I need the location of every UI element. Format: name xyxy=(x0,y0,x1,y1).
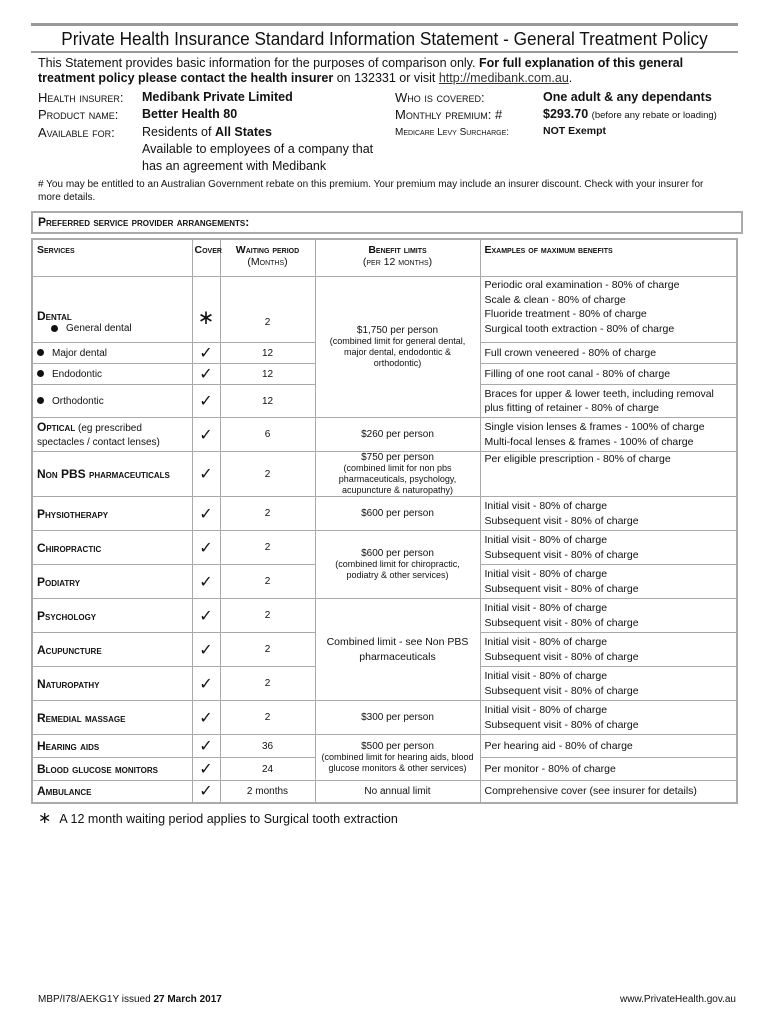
example-line: Initial visit - 80% of charge xyxy=(484,704,608,716)
example-line: Initial visit - 80% of charge xyxy=(484,568,608,580)
table-row xyxy=(32,701,737,735)
header-benefit-sub: (per 12 months) xyxy=(362,256,433,268)
podiatry-wait: 2 xyxy=(220,565,315,599)
levy-value: NOT Exempt xyxy=(543,125,607,137)
endodontic-label: Endodontic xyxy=(52,368,103,380)
footer-code: MBP/I78/AEKG1Y issued xyxy=(38,994,154,1005)
product-label: Product name: xyxy=(38,107,119,122)
example-line: Subsequent visit - 80% of charge xyxy=(484,684,639,697)
available-line2: Available to employees of a company that xyxy=(142,142,374,156)
optical-label-line2: spectacles / contact lenses) xyxy=(37,436,160,448)
check-icon: ✓ xyxy=(192,531,220,565)
medibank-link[interactable]: http://medibank.com.au xyxy=(438,71,569,85)
major-dental-example: Full crown veneered - 80% of charge xyxy=(480,343,737,364)
blood-glucose-example: Per monitor - 80% of charge xyxy=(480,758,737,781)
product-value: Better Health 80 xyxy=(142,107,238,121)
general-dental-label: General dental xyxy=(66,323,132,334)
check-icon: ✓ xyxy=(192,758,220,781)
example-line: Subsequent visit - 80% of charge xyxy=(484,514,639,527)
example-line: Initial visit - 80% of charge xyxy=(484,500,608,512)
check-icon: ✓ xyxy=(192,418,220,452)
orthodontic-examples xyxy=(480,385,737,418)
star-icon: ∗ xyxy=(192,277,220,343)
check-icon: ✓ xyxy=(192,452,220,497)
check-icon: ✓ xyxy=(192,701,220,735)
remedial-massage-wait: 2 xyxy=(220,701,315,735)
page-title: Private Health Insurance Standard Information Statement - General Treatment Policy xyxy=(61,28,708,49)
physiotherapy-benefit: $600 per person xyxy=(315,497,480,531)
hearing-aids-example: Per hearing aid - 80% of charge xyxy=(480,735,737,758)
check-icon: ✓ xyxy=(192,781,220,803)
non-pbs-wait: 2 xyxy=(220,452,315,497)
example-line: Fluoride treatment - 80% of charge xyxy=(484,308,647,320)
example-line: Initial visit - 80% of charge xyxy=(484,534,608,546)
intro-bold: For full explanation of this general treatment policy please contact the health insurer xyxy=(38,56,684,85)
intro-text-3: . xyxy=(568,71,573,85)
covered-label: Who is covered: xyxy=(395,90,485,105)
remedial-massage-label: Remedial massage xyxy=(32,701,192,735)
chiro-podiatry-note: (combined limit for chiropractic, podiatry & other services) xyxy=(335,559,460,580)
example-line: Initial visit - 80% of charge xyxy=(484,636,608,648)
bullet-icon xyxy=(37,397,44,404)
podiatry-label: Podiatry xyxy=(32,565,192,599)
general-dental-wait: 2 xyxy=(220,277,315,343)
title-rule xyxy=(31,51,738,53)
hearing-aids-wait: 36 xyxy=(220,735,315,758)
acupuncture-examples xyxy=(480,633,737,667)
acupuncture-label: Acupuncture xyxy=(32,633,192,667)
check-icon: ✓ xyxy=(192,385,220,418)
footer-website[interactable]: www.PrivateHealth.gov.au xyxy=(620,994,736,1005)
table-row xyxy=(32,735,737,758)
optical-cell xyxy=(32,418,192,452)
ambulance-label: Ambulance xyxy=(32,781,192,803)
non-pbs-label: Non PBS pharmaceuticals xyxy=(32,452,192,497)
header-waiting-sub: (Months) xyxy=(247,256,288,268)
insurer-value: Medibank Private Limited xyxy=(142,90,293,104)
premium-value xyxy=(543,106,717,124)
major-dental-label: Major dental xyxy=(52,347,108,359)
chiropractic-label: Chiropractic xyxy=(32,531,192,565)
example-line: Single vision lenses & frames - 100% of charge xyxy=(484,421,705,433)
ambulance-wait: 2 months xyxy=(220,781,315,803)
header-cover: Cover xyxy=(192,239,220,277)
preferred-provider-heading: Preferred service provider arrangements: xyxy=(31,211,743,234)
header-benefit-label: Benefit limits xyxy=(368,244,427,256)
dental-benefit-note: (combined limit for general dental, major dental, endodontic & orthodontic) xyxy=(329,336,466,368)
non-pbs-benefit xyxy=(315,452,480,497)
remedial-massage-benefit: $300 per person xyxy=(315,701,480,735)
insurer-label: Health insurer: xyxy=(38,90,124,105)
table-row xyxy=(32,452,737,497)
endodontic-example: Filling of one root canal - 80% of charge xyxy=(480,364,737,385)
example-line: Braces for upper & lower teeth, including removal xyxy=(484,387,714,400)
footer-reference xyxy=(38,994,222,1005)
table-row xyxy=(32,781,737,803)
optical-label: Optical xyxy=(37,419,76,434)
example-line: Surgical tooth extraction - 80% of charge xyxy=(484,322,675,335)
example-line: Subsequent visit - 80% of charge xyxy=(484,650,639,663)
levy-label: Medicare Levy Surcharge: xyxy=(395,127,510,138)
optical-examples xyxy=(480,418,737,452)
check-icon: ✓ xyxy=(192,497,220,531)
footnote xyxy=(38,808,398,828)
star-icon: ∗ xyxy=(38,810,52,827)
covered-value: One adult & any dependants xyxy=(543,90,712,104)
example-line: Initial visit - 80% of charge xyxy=(484,670,608,682)
rebate-note: # You may be entitled to an Australian Government rebate on this premium. Your premium may include an insurer discount. Check with your insurer for more details. xyxy=(38,179,704,203)
available-bold: All States xyxy=(214,125,272,139)
table-row xyxy=(32,531,737,565)
premium-note: (before any rebate or loading) xyxy=(591,110,717,121)
general-dental-examples xyxy=(480,277,737,343)
example-line: Subsequent visit - 80% of charge xyxy=(484,548,639,561)
psychology-examples xyxy=(480,599,737,633)
example-line: Periodic oral examination - 80% of charge xyxy=(484,279,680,291)
example-line: Scale & clean - 80% of charge xyxy=(484,293,626,306)
non-pbs-benefit-note: (combined limit for non pbs pharmaceuticals, psychology, acupuncture & naturopathy) xyxy=(338,463,457,495)
top-rule xyxy=(31,23,738,26)
check-icon: ✓ xyxy=(192,565,220,599)
chiropractic-wait: 2 xyxy=(220,531,315,565)
physiotherapy-examples xyxy=(480,497,737,531)
optical-label-rest: (eg prescribed xyxy=(75,422,142,434)
podiatry-examples xyxy=(480,565,737,599)
table-row xyxy=(32,277,737,343)
available-pre: Residents of xyxy=(142,125,215,139)
physiotherapy-wait: 2 xyxy=(220,497,315,531)
check-icon: ✓ xyxy=(192,343,220,364)
optical-wait: 6 xyxy=(220,418,315,452)
psychology-label: Psychology xyxy=(32,599,192,633)
chiropractic-examples xyxy=(480,531,737,565)
non-pbs-example: Per eligible prescription - 80% of charge xyxy=(480,452,737,497)
check-icon: ✓ xyxy=(192,599,220,633)
example-line: Multi-focal lenses & frames - 100% of charge xyxy=(484,435,694,448)
table-row xyxy=(32,497,737,531)
intro-text-2: on 132331 or visit xyxy=(333,71,439,85)
available-label: Available for: xyxy=(38,125,115,140)
check-icon: ✓ xyxy=(192,364,220,385)
dental-benefit xyxy=(315,277,480,418)
blood-glucose-label: Blood glucose monitors xyxy=(32,758,192,781)
ambulance-example: Comprehensive cover (see insurer for details) xyxy=(480,781,737,803)
physiotherapy-label: Physiotherapy xyxy=(32,497,192,531)
header-waiting-label: Waiting period xyxy=(235,244,300,256)
endodontic-wait: 12 xyxy=(220,364,315,385)
hearing-glucose-amount: $500 per person xyxy=(361,741,434,752)
naturopathy-label: Naturopathy xyxy=(32,667,192,701)
endodontic-item xyxy=(32,364,192,385)
example-line: plus fitting of retainer - 80% of charge xyxy=(484,402,660,414)
psychology-wait: 2 xyxy=(220,599,315,633)
available-line3: has an agreement with Medibank xyxy=(142,159,327,173)
check-icon: ✓ xyxy=(192,667,220,701)
intro-paragraph xyxy=(38,56,738,86)
example-line: Initial visit - 80% of charge xyxy=(484,602,608,614)
header-benefit xyxy=(315,239,480,277)
major-dental-item xyxy=(32,343,192,364)
check-icon: ✓ xyxy=(192,735,220,758)
dental-benefit-amount: $1,750 per person xyxy=(356,325,439,336)
bullet-icon xyxy=(37,349,44,356)
combined-benefit: Combined limit - see Non PBS pharmaceuticals xyxy=(315,599,480,701)
premium-amount: $293.70 xyxy=(543,107,589,121)
hearing-aids-label: Hearing aids xyxy=(32,735,192,758)
table-header-row xyxy=(32,239,737,277)
header-waiting xyxy=(220,239,315,277)
remedial-massage-examples xyxy=(480,701,737,735)
blood-glucose-wait: 24 xyxy=(220,758,315,781)
chiro-podiatry-benefit xyxy=(315,531,480,599)
footer-date: 27 March 2017 xyxy=(153,994,222,1005)
example-line: Subsequent visit - 80% of charge xyxy=(484,718,639,731)
dental-label: Dental xyxy=(37,309,72,323)
non-pbs-benefit-amount: $750 per person xyxy=(361,452,434,463)
example-line: Subsequent visit - 80% of charge xyxy=(484,582,639,595)
general-dental-item xyxy=(37,323,188,334)
available-value xyxy=(142,124,402,175)
ambulance-benefit: No annual limit xyxy=(315,781,480,803)
check-icon: ✓ xyxy=(192,633,220,667)
naturopathy-wait: 2 xyxy=(220,667,315,701)
acupuncture-wait: 2 xyxy=(220,633,315,667)
optical-benefit: $260 per person xyxy=(315,418,480,452)
header-examples: Examples of maximum benefits xyxy=(480,239,737,277)
naturopathy-examples xyxy=(480,667,737,701)
premium-label: Monthly premium: # xyxy=(395,107,503,122)
major-dental-wait: 12 xyxy=(220,343,315,364)
table-row xyxy=(32,418,737,452)
bullet-icon xyxy=(51,325,58,332)
orthodontic-item xyxy=(32,385,192,418)
orthodontic-label: Orthodontic xyxy=(52,395,104,407)
orthodontic-wait: 12 xyxy=(220,385,315,418)
intro-text: This Statement provides basic information for the purposes of comparison only. xyxy=(38,56,479,70)
hearing-glucose-benefit xyxy=(315,735,480,781)
benefits-table xyxy=(31,238,738,804)
dental-cell xyxy=(32,277,192,343)
header-services: Services xyxy=(32,239,192,277)
example-line: Subsequent visit - 80% of charge xyxy=(484,616,639,629)
table-row xyxy=(32,599,737,633)
chiro-podiatry-amount: $600 per person xyxy=(361,548,434,559)
footnote-text: A 12 month waiting period applies to Surgical tooth extraction xyxy=(59,812,398,826)
hearing-glucose-note: (combined limit for hearing aids, blood glucose monitors & other services) xyxy=(321,752,474,773)
bullet-icon xyxy=(37,370,44,377)
